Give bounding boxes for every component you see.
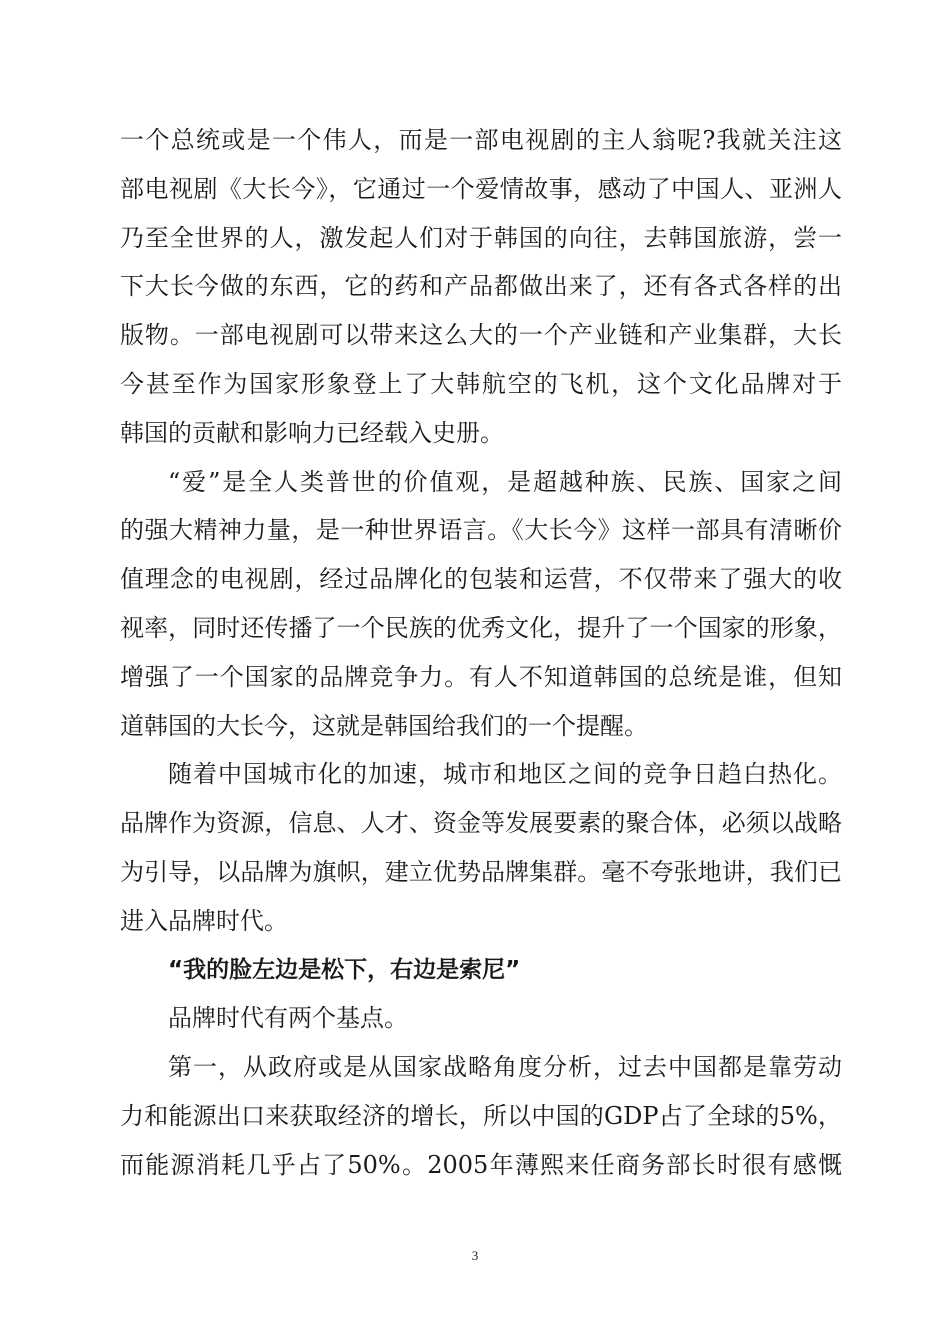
- body-text: [120, 116, 842, 1190]
- text-line: 乃至全世界的人，激发起人们对于韩国的向往，去韩国旅游，尝一: [120, 223, 842, 252]
- text-line: 的强大精神力量，是一种世界语言。《大长今》这样一部具有清晰价: [120, 516, 842, 545]
- text-line: 今甚至作为国家形象登上了大韩航空的飞机，这个文化品牌对于: [120, 369, 842, 398]
- text-line: 道韩国的大长今，这就是韩国给我们的一个提醒。: [120, 711, 648, 740]
- text-line: 为引导，以品牌为旗帜，建立优势品牌集群。毫不夸张地讲，我们已: [120, 857, 842, 886]
- text-line: 一个总统或是一个伟人，而是一部电视剧的主人翁呢?我就关注这: [120, 126, 842, 154]
- text-line: 力和能源出口来获取经济的增长，所以中国的GDP占了全球的5%，: [120, 1101, 842, 1130]
- text-line: 版物。一部电视剧可以带来这么大的一个产业链和产业集群，大长: [120, 321, 842, 350]
- text-line: 品牌作为资源，信息、人才、资金等发展要素的聚合体，必须以战略: [120, 809, 842, 838]
- section-heading: “我的脸左边是松下，右边是索尼”: [168, 956, 521, 983]
- text-line: 下大长今做的东西，它的药和产品都做出来了，还有各式各样的出: [120, 272, 842, 301]
- text-line: “爱”是全人类普世的价值观，是超越种族、民族、国家之间: [168, 467, 842, 496]
- text-line: 值理念的电视剧，经过品牌化的包装和运营，不仅带来了强大的收: [120, 565, 842, 594]
- text-line: 随着中国城市化的加速，城市和地区之间的竞争日趋白热化。: [168, 760, 842, 789]
- text-line: 第一，从政府或是从国家战略角度分析，过去中国都是靠劳动: [168, 1053, 842, 1082]
- page-number: 3: [471, 1248, 479, 1263]
- text-line: 韩国的贡献和影响力已经载入史册。: [120, 418, 504, 447]
- text-line: 部电视剧《大长今》，它通过一个爱情故事，感动了中国人、亚洲人: [120, 174, 842, 203]
- text-line: 品牌时代有两个基点。: [168, 1004, 408, 1033]
- text-line: 而能源消耗几乎占了50%。2005年薄熙来任商务部长时很有感慨: [120, 1150, 842, 1179]
- text-line: 增强了一个国家的品牌竞争力。有人不知道韩国的总统是谁，但知: [120, 662, 842, 691]
- text-line: 进入品牌时代。: [120, 906, 288, 935]
- text-line: 视率，同时还传播了一个民族的优秀文化，提升了一个国家的形象，: [120, 613, 842, 642]
